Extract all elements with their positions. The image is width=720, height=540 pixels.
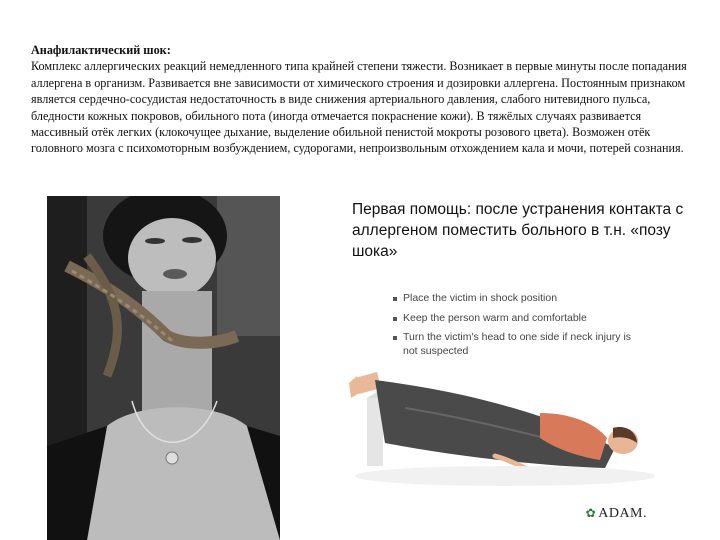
victim-lying-drawing (345, 288, 655, 528)
first-aid-caption: Первая помощь: после устранения контакта с аллергеном поместить больного в т.н. «позу шока» (352, 201, 684, 260)
adam-logo: ✿ ADAM. (585, 506, 647, 521)
step-item: Place the victim in shock position (393, 292, 643, 306)
shock-position-illustration (345, 288, 655, 528)
step-item: Keep the person warm and comfortable (393, 312, 643, 326)
article-body: Комплекс аллергических реакций немедленного типа крайней степени тяжести. Возникает в первые минуты после попадания аллергена в организм. Развивается вне зависимости от химического строения и дозировки аллергена. Постоянным признаком является сердечно-сосудистая недостаточность в виде снижения артериального давления, слабого нитевидного пульса, бледности кожных покровов, обильного пота (иногда отмечается покраснение кожи). В тяжёлых случаях развивается массивный отёк легких (клокочущее дыхание, выделение обильной пенистой мокроты розового цвета). Возможен отёк головного мозга с психомоторным возбуждением, судорогами, непроизвольным отхождением кала и мочи, потерей сознания. (31, 59, 687, 156)
article-text (31, 42, 691, 157)
woman-with-rope-photo (47, 196, 280, 540)
article-heading: Анафилактический шок: (31, 43, 171, 57)
step-item: Turn the victim's head to one side if neck injury is not suspected (393, 331, 643, 358)
photo-drawing (47, 196, 280, 540)
